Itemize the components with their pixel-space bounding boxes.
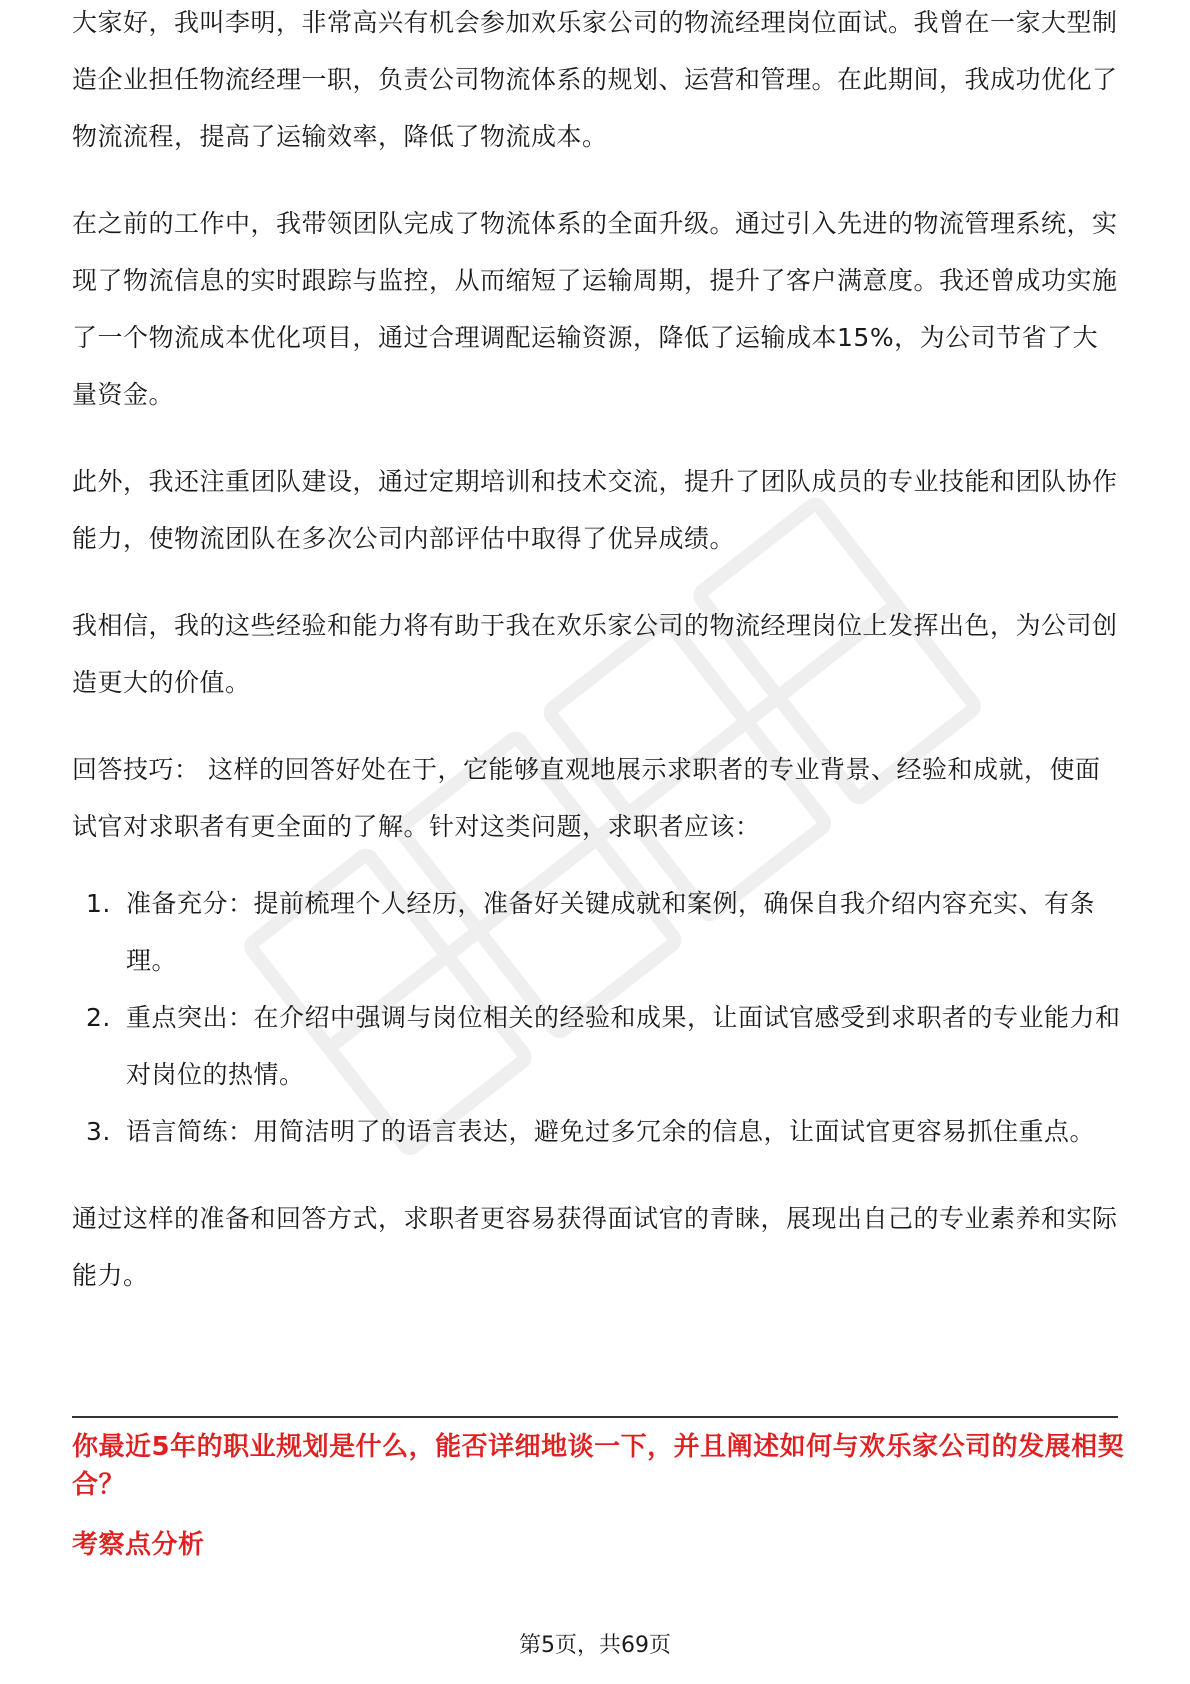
list-text: 语言简练：用简洁明了的语言表达，避免过多冗余的信息，让面试官更容易抓住重点。 — [126, 1117, 1096, 1146]
analysis-heading: 考察点分析 — [72, 1530, 205, 1560]
list-item — [72, 989, 1122, 1103]
question-heading: 你最近5年的职业规划是什么，能否详细地谈一下，并且阐述如何与欢乐家公司的发展相契合？ — [72, 1432, 1125, 1500]
closing-paragraph: 通过这样的准备和回答方式，求职者更容易获得面试官的青睐，展现出自己的专业素养和实际能力。 — [72, 1204, 1118, 1290]
page-number: 第5页，共69页 — [519, 1633, 671, 1658]
tips-list — [72, 875, 1122, 1160]
list-text: 重点突出：在介绍中强调与岗位相关的经验和成果，让面试官感受到求职者的专业能力和对岗位的热情。 — [126, 1003, 1121, 1089]
list-number: 2. — [86, 1003, 111, 1032]
list-item — [72, 1103, 1122, 1160]
main-content — [72, 8, 1122, 1334]
list-text: 准备充分：提前梳理个人经历，准备好关键成就和案例，确保自我介绍内容充实、有条理。 — [126, 889, 1096, 975]
experience-paragraph: 在之前的工作中，我带领团队完成了物流体系的全面升级。通过引入先进的物流管理系统，实现了物流信息的实时跟踪与监控，从而缩短了运输周期，提升了客户满意度。我还曾成功实施了一个物流成本优化项目，通过合理调配运输资源，降低了运输成本15%，为公司节省了大量资金。 — [72, 209, 1118, 409]
list-number: 3. — [86, 1117, 111, 1146]
intro-paragraph: 大家好，我叫李明，非常高兴有机会参加欢乐家公司的物流经理岗位面试。我曾在一家大型制造企业担任物流经理一职，负责公司物流体系的规划、运营和管理。在此期间，我成功优化了物流流程，提高了运输效率，降低了物流成本。 — [72, 8, 1118, 151]
team-paragraph: 此外，我还注重团队建设，通过定期培训和技术交流，提升了团队成员的专业技能和团队协作能力，使物流团队在多次公司内部评估中取得了优异成绩。 — [72, 467, 1118, 553]
list-number: 1. — [86, 889, 111, 918]
belief-paragraph: 我相信，我的这些经验和能力将有助于我在欢乐家公司的物流经理岗位上发挥出色，为公司创造更大的价值。 — [72, 611, 1118, 697]
list-item — [72, 875, 1122, 989]
section-divider — [72, 1416, 1118, 1418]
tips-paragraph: 回答技巧： 这样的回答好处在于，它能够直观地展示求职者的专业背景、经验和成就，使面试官对求职者有更全面的了解。针对这类问题，求职者应该： — [72, 755, 1101, 841]
